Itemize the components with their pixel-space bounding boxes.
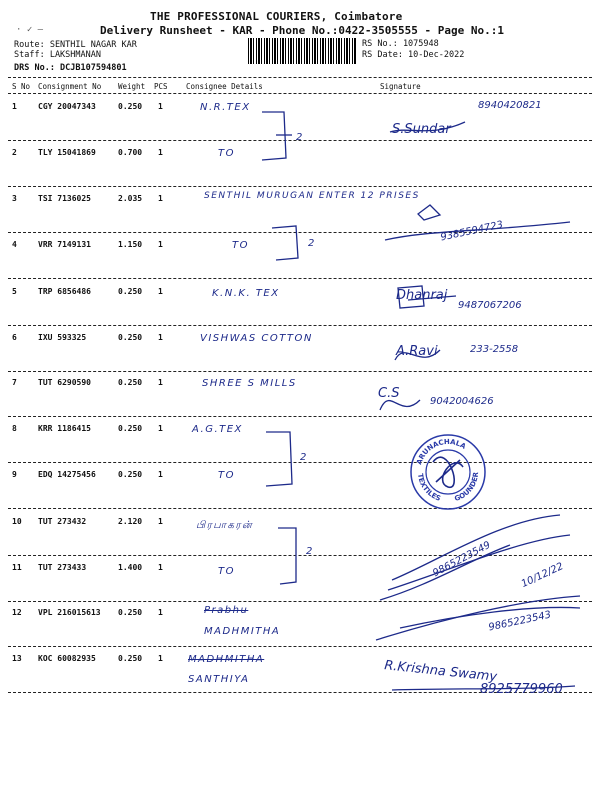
header-rule <box>8 77 592 78</box>
row-11-consignment-no: TUT 273433 <box>38 563 87 572</box>
row-13-consignment-no: KOC 60082935 <box>38 654 96 663</box>
stamp-bottom-text: GOUNDER <box>453 471 481 504</box>
row-8-consignment-no: KRR 1186415 <box>38 424 91 433</box>
consignee-row-13: SANTHIYA <box>188 674 250 685</box>
route-label: Route: SENTHIL NAGAR KAR <box>14 40 137 50</box>
row-13-pcs: 1 <box>158 654 163 663</box>
row-4-consignment-no: VRR 7149131 <box>38 240 91 249</box>
row-11-sno: 11 <box>12 563 22 572</box>
struck-name-row-12: Prabhu <box>204 605 249 616</box>
row-5-pcs: 1 <box>158 287 163 296</box>
svg-text:ARUNACHALA <box>415 438 468 466</box>
row-7-consignment-no: TUT 6290590 <box>38 378 91 387</box>
row-7-pcs: 1 <box>158 378 163 387</box>
consignee-row-1: N.R.TEX <box>200 102 251 113</box>
row-10-pcs: 1 <box>158 517 163 526</box>
stamp-seal-icon <box>408 432 488 512</box>
row-12-sno: 12 <box>12 608 22 617</box>
row-12-consignment-no: VPL 216015613 <box>38 608 101 617</box>
row-1-weight: 0.250 <box>118 102 143 111</box>
row-4-sno: 4 <box>12 240 17 249</box>
corner-scribble: · ✓ — <box>16 25 44 35</box>
consignee-row-4: TO <box>232 240 249 251</box>
row-1-pcs: 1 <box>158 102 163 111</box>
svg-text:TEXTILES <box>416 473 442 503</box>
row-2-weight: 0.700 <box>118 148 143 157</box>
consignee-row-8: A.G.TEX <box>192 424 243 435</box>
row-5-weight: 0.250 <box>118 287 143 296</box>
consignee-row-7: SHREE S MILLS <box>202 378 297 389</box>
row-2-pcs: 1 <box>158 148 163 157</box>
row-2-consignment-no: TLY 15041869 <box>38 148 96 157</box>
row-10-sno: 10 <box>12 517 22 526</box>
signature-row-5: Dhanraj <box>396 288 448 303</box>
phone-row-4: 9385594723 <box>439 219 505 244</box>
row-3-consignment-no: TSI 7136025 <box>38 194 91 203</box>
row-9-consignment-no: EDQ 14275456 <box>38 470 96 479</box>
row-5-consignment-no: TRP 6856486 <box>38 287 91 296</box>
row-2-sno: 2 <box>12 148 17 157</box>
row-5-sno: 5 <box>12 287 17 296</box>
struck-name-row-13: MADHMITHA <box>188 654 265 665</box>
stamp-top-text: ARUNACHALA <box>415 437 468 466</box>
signature-row-6: A.Ravi <box>396 344 438 359</box>
signature-row-13: R.Krishna Swamy <box>383 658 498 685</box>
staff-label: Staff: LAKSHMANAN <box>14 50 101 60</box>
row-4-pcs: 1 <box>158 240 163 249</box>
row-6-pcs: 1 <box>158 333 163 342</box>
row-6-weight: 0.250 <box>118 333 143 342</box>
row-4-weight: 1.150 <box>118 240 143 249</box>
row-7-weight: 0.250 <box>118 378 143 387</box>
row-divider <box>8 278 592 279</box>
row-3-sno: 3 <box>12 194 17 203</box>
row-6-sno: 6 <box>12 333 17 342</box>
col-sno: S No <box>12 82 31 91</box>
header-underline <box>8 93 592 94</box>
phone-row-1: 8940420821 <box>478 100 542 111</box>
row-divider <box>8 601 592 602</box>
company-stamp <box>408 432 488 512</box>
consignee-row-10: பிரபாகரன் <box>196 520 254 531</box>
bracket-count-rows-8-9: 2 <box>300 452 307 463</box>
signature-row-1: S.Sundar <box>392 122 451 137</box>
consignee-row-2: TO <box>218 148 235 159</box>
row-12-pcs: 1 <box>158 608 163 617</box>
row-3-pcs: 1 <box>158 194 163 203</box>
bracket-count-rows-10-11: 2 <box>306 546 313 557</box>
runsheet-subtitle: Delivery Runsheet - KAR - Phone No.:0422-3505555 - Page No.:1 <box>100 24 504 37</box>
col-weight: Weight <box>118 82 146 91</box>
row-8-sno: 8 <box>12 424 17 433</box>
row-6-consignment-no: IXU 593325 <box>38 333 87 342</box>
phone-row-12: 9865223543 <box>487 609 553 634</box>
phone-row-5: 9487067206 <box>458 300 522 311</box>
row-12-weight: 0.250 <box>118 608 143 617</box>
row-3-weight: 2.035 <box>118 194 143 203</box>
row-11-weight: 1.400 <box>118 563 143 572</box>
rs-date: RS Date: 10-Dec-2022 <box>362 50 465 60</box>
phone-row-11: 9865223549 <box>431 539 493 580</box>
phone-row-6: 233-2558 <box>470 344 519 355</box>
date-note: 10/12/22 <box>519 561 566 590</box>
row-8-pcs: 1 <box>158 424 163 433</box>
col-signature: Signature <box>380 82 421 91</box>
consignee-row-12: MADHMITHA <box>204 626 281 637</box>
row-1-consignment-no: CGY 20047343 <box>38 102 96 111</box>
row-divider <box>8 508 592 509</box>
consignee-row-5: K.N.K. TEX <box>212 288 280 299</box>
row-1-sno: 1 <box>12 102 17 111</box>
company-title: THE PROFESSIONAL COURIERS, Coimbatore <box>150 10 403 23</box>
row-divider <box>8 371 592 372</box>
row-7-sno: 7 <box>12 378 17 387</box>
row-divider <box>8 232 592 233</box>
row-13-weight: 0.250 <box>118 654 143 663</box>
row-divider <box>8 555 592 556</box>
row-divider <box>8 646 592 647</box>
row-9-sno: 9 <box>12 470 17 479</box>
row-10-consignment-no: TUT 273432 <box>38 517 87 526</box>
row-11-pcs: 1 <box>158 563 163 572</box>
svg-text:GOUNDER <box>453 471 480 503</box>
drs-number: DRS No.: DCJB107594801 <box>14 63 127 73</box>
consignee-row-3: SENTHIL MURUGAN ENTER 12 PRISES <box>204 191 420 201</box>
bracket-count-rows-3-4: 2 <box>308 238 315 249</box>
rs-number: RS No.: 1075948 <box>362 39 439 49</box>
row-divider <box>8 186 592 187</box>
col-pcs: PCS <box>154 82 168 91</box>
row-9-weight: 0.250 <box>118 470 143 479</box>
signature-row-7: C.S <box>378 386 400 401</box>
consignee-row-11: TO <box>218 566 235 577</box>
col-consignment: Consignment No <box>38 82 102 91</box>
consignee-row-9: TO <box>218 470 235 481</box>
row-10-weight: 2.120 <box>118 517 143 526</box>
col-consignee: Consignee Details <box>186 82 263 91</box>
row-9-pcs: 1 <box>158 470 163 479</box>
consignee-row-6: VISHWAS COTTON <box>200 333 313 344</box>
row-8-weight: 0.250 <box>118 424 143 433</box>
barcode <box>248 38 356 64</box>
phone-row-13: 8925779960 <box>480 682 563 697</box>
stamp-left-text: TEXTILES <box>415 473 442 503</box>
row-divider <box>8 416 592 417</box>
phone-row-7: 9042004626 <box>430 396 494 407</box>
row-13-sno: 13 <box>12 654 22 663</box>
bracket-count-rows-1-2: 2 <box>296 132 303 143</box>
row-divider <box>8 325 592 326</box>
